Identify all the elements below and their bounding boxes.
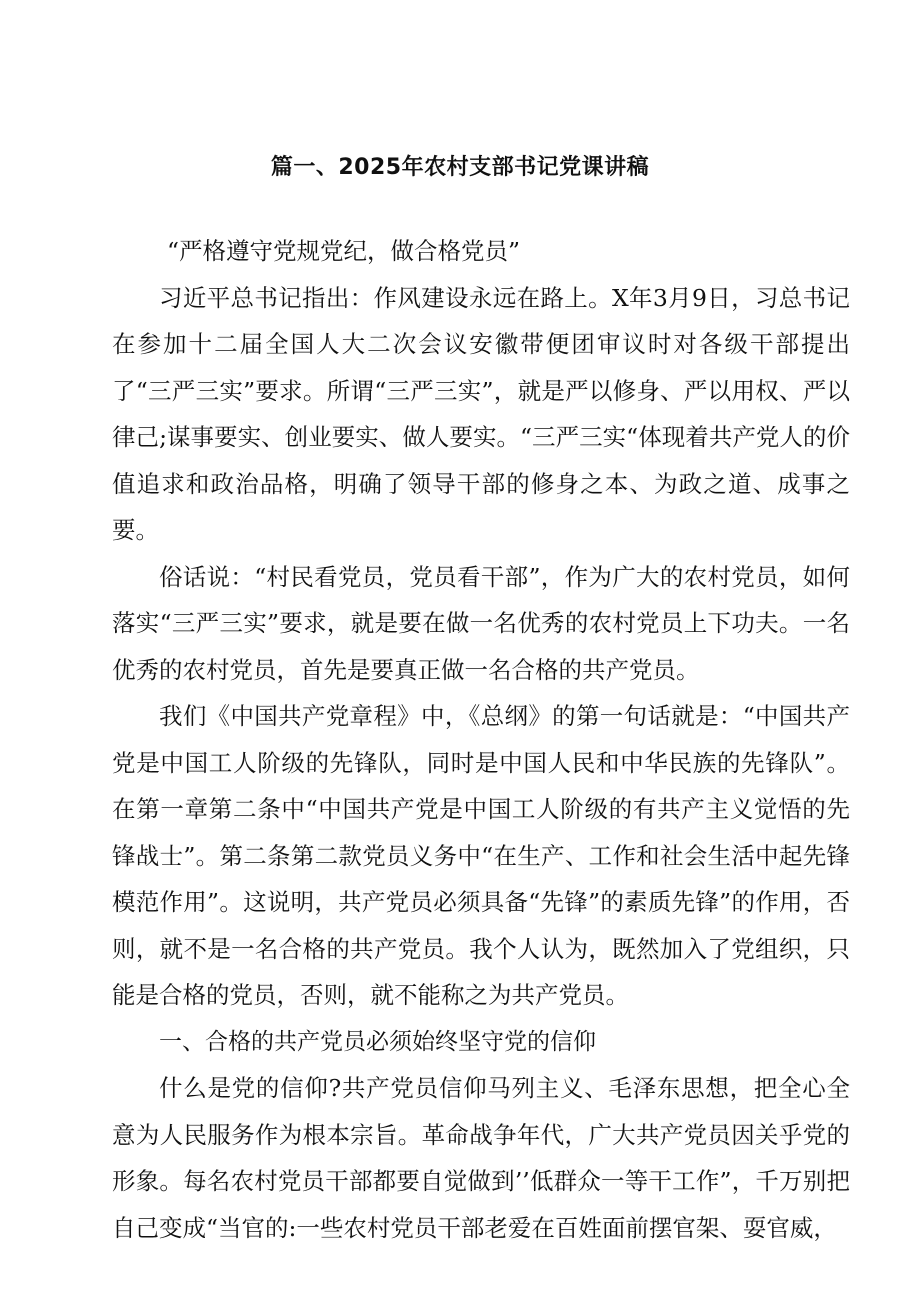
speech-subtitle: “严格遵守党规党纪，做合格党员” (167, 237, 521, 265)
paragraph: 俗话说：“村民看党员，党员看干部”，作为广大的农村党员，如何落实“三严三实”要求，就是要在做一名优秀的农村党员上下功夫。一名优秀的农村党员，首先是要真正做一名合格的共产党员。 (112, 562, 850, 684)
section-heading: 一、合格的共产党员必须始终坚守党的信仰 (159, 1028, 596, 1055)
document-title: 篇一、2025年农村支部书记党课讲稿 (270, 155, 650, 180)
paragraph: 我们《中国共产党章程》中，《总纲》的第一句话就是：“中国共产党是中国工人阶级的先锋队，同时是中国人民和中华民族的先锋队”。在第一章第二条中“中国共产党是中国工人阶级的有共产主义觉悟的先锋战士”。第二条第二款党员义务中“在生产、工作和社会生活中起先锋模范作用”。这说明，共产党员必须具备“先锋”的素质先锋”的作用，否则，就不是一名合格的共产党员。我个人认为，既然加入了党组织，只能是合格的党员，否则，就不能称之为共产党员。 (112, 702, 850, 1009)
paragraph: 习近平总书记指出：作风建设永远在路上。X年3月9日，习总书记在参加十二届全国人大二次会议安徽带便团审议时对各级干部提出了“三严三实”要求。所谓“三严三实”，就是严以修身、严以用权、严以律己;谋事要实、创业要实、做人要实。“三严三实“体现着共产党人的价值追求和政治品格，明确了领导干部的修身之本、为政之道、成事之要。 (112, 283, 850, 544)
paragraph: 什么是党的信仰?共产党员信仰马列主义、毛泽东思想，把全心全意为人民服务作为根本宗旨。革命战争年代，广大共产党员因关乎党的形象。每名农村党员干部都要自觉做到’’低群众一等干工作”，千万别把自己变成“当官的:一些农村党员干部老爱在百姓面前摆官架、耍官威， (112, 1074, 850, 1242)
document-body (112, 228, 850, 1251)
